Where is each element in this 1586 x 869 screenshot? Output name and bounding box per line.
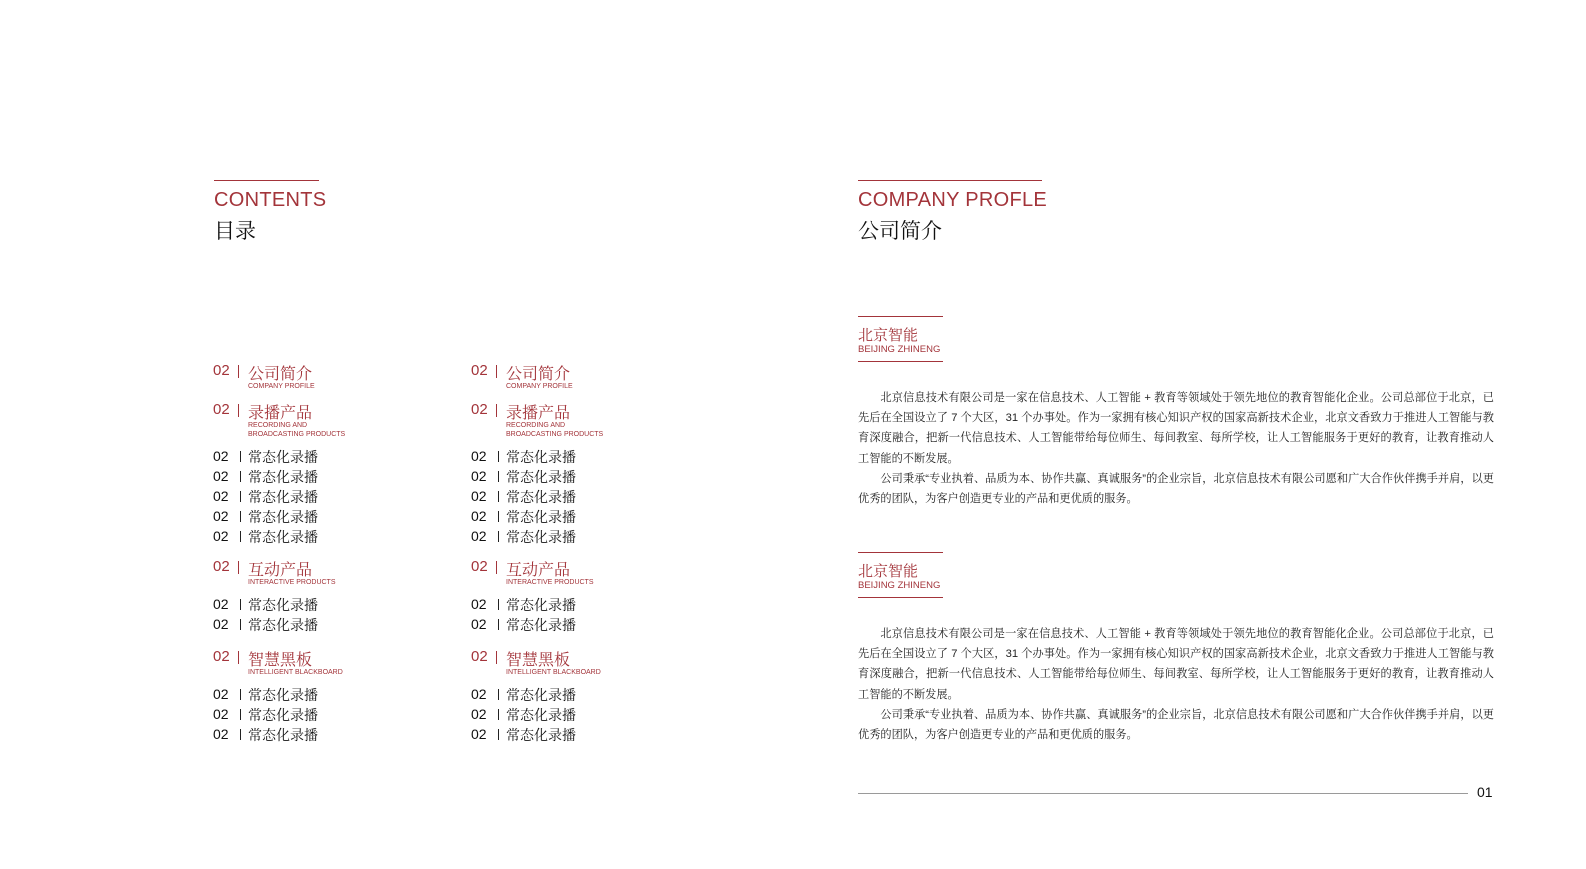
toc-divider bbox=[498, 709, 499, 720]
toc-section-subtitle: RECORDING AND BROADCASTING PRODUCTS bbox=[248, 422, 346, 438]
toc-item[interactable] bbox=[213, 487, 463, 507]
body-paragraph: 公司秉承“专业执着、品质为本、协作共赢、真诚服务”的企业宗旨，北京信息技术有限公司愿和广大合作伙伴携手并肩，以更优秀的团队，为客户创造更专业的产品和更优质的服务。 bbox=[858, 708, 1494, 742]
toc-item[interactable] bbox=[471, 487, 721, 507]
toc-section-subtitle: COMPANY PROFILE bbox=[506, 383, 573, 390]
toc-item[interactable] bbox=[213, 685, 463, 705]
contents-title-zh: 目录 bbox=[214, 220, 256, 243]
toc-section-number: 02 bbox=[213, 401, 230, 418]
toc-divider bbox=[498, 491, 499, 502]
toc-item-title: 常态化录播 bbox=[506, 707, 576, 723]
toc-item-number: 02 bbox=[213, 508, 229, 524]
toc-item[interactable] bbox=[213, 447, 463, 467]
toc-section-heading[interactable] bbox=[471, 648, 721, 668]
toc-item-number: 02 bbox=[471, 706, 487, 722]
toc-item-title: 常态化录播 bbox=[506, 449, 576, 465]
profile-title-zh: 公司简介 bbox=[858, 220, 942, 243]
toc-item-title: 常态化录播 bbox=[506, 597, 576, 613]
toc-item-number: 02 bbox=[213, 468, 229, 484]
toc-item-title: 常态化录播 bbox=[506, 727, 576, 743]
toc-item-title: 常态化录播 bbox=[248, 617, 318, 633]
toc-item[interactable] bbox=[471, 685, 721, 705]
footer-rule bbox=[858, 793, 1468, 794]
toc-item[interactable] bbox=[471, 507, 721, 527]
toc-item-title: 常态化录播 bbox=[248, 687, 318, 703]
toc-divider bbox=[240, 689, 241, 700]
toc-section bbox=[213, 362, 463, 391]
toc-item-title: 常态化录播 bbox=[248, 449, 318, 465]
toc-item-title: 常态化录播 bbox=[248, 489, 318, 505]
toc-section-subtitle: INTERACTIVE PRODUCTS bbox=[506, 579, 594, 586]
toc-item[interactable] bbox=[471, 467, 721, 487]
body-paragraph: 北京信息技术有限公司是一家在信息技术、人工智能 + 教育等领域处于领先地位的教育智能化企业。公司总部位于北京，已先后在全国设立了 7 个大区，31 个办事处。作为一家拥有核心知识产权的国家高新技术企业，北京文香致力于推进人工智能与教育深度融合，把新一代信息技术、人工智能带给每位师生、每间教室、每所学校，让人工智能服务于更好的教育，让教育推动人工智能的不断发展。 bbox=[858, 392, 1494, 465]
block-body bbox=[858, 624, 1494, 745]
toc-item-number: 02 bbox=[471, 488, 487, 504]
block-rule-top bbox=[858, 316, 943, 317]
toc-item[interactable] bbox=[471, 595, 721, 615]
toc-section-number: 02 bbox=[471, 362, 488, 379]
toc-section bbox=[471, 558, 721, 635]
toc-item-number: 02 bbox=[471, 616, 487, 632]
toc-section-title: 智慧黑板 bbox=[506, 652, 571, 669]
toc-divider bbox=[240, 729, 241, 740]
toc-divider bbox=[240, 619, 241, 630]
toc-item[interactable] bbox=[471, 447, 721, 467]
block-heading-zh: 北京智能 bbox=[858, 563, 919, 580]
toc-section bbox=[213, 648, 463, 745]
toc-item[interactable] bbox=[471, 615, 721, 635]
toc-section-number: 02 bbox=[213, 362, 230, 379]
toc-divider bbox=[238, 561, 239, 574]
toc-item-title: 常态化录播 bbox=[506, 509, 576, 525]
toc-divider bbox=[240, 709, 241, 720]
toc-section-number: 02 bbox=[471, 401, 488, 418]
toc-section-heading[interactable] bbox=[471, 362, 721, 382]
toc-section bbox=[213, 401, 463, 547]
toc-item[interactable] bbox=[213, 507, 463, 527]
toc-divider bbox=[238, 651, 239, 664]
toc-item-title: 常态化录播 bbox=[248, 529, 318, 545]
body-paragraph: 公司秉承“专业执着、品质为本、协作共赢、真诚服务”的企业宗旨，北京信息技术有限公司愿和广大合作伙伴携手并肩，以更优秀的团队，为客户创造更专业的产品和更优质的服务。 bbox=[858, 472, 1494, 506]
toc-divider bbox=[498, 531, 499, 542]
toc-section-heading[interactable] bbox=[213, 558, 463, 578]
toc-item[interactable] bbox=[213, 467, 463, 487]
toc-item-number: 02 bbox=[471, 508, 487, 524]
toc-section-subtitle: INTERACTIVE PRODUCTS bbox=[248, 579, 336, 586]
contents-header-rule bbox=[214, 180, 319, 181]
toc-item[interactable] bbox=[213, 725, 463, 745]
toc-item-number: 02 bbox=[471, 468, 487, 484]
toc-divider bbox=[496, 651, 497, 664]
toc-section-title: 智慧黑板 bbox=[248, 652, 313, 669]
toc-item-number: 02 bbox=[213, 596, 229, 612]
toc-section-heading[interactable] bbox=[471, 558, 721, 578]
toc-item[interactable] bbox=[471, 725, 721, 745]
toc-item-title: 常态化录播 bbox=[506, 617, 576, 633]
toc-section-subtitle: INTELLIGENT BLACKBOARD bbox=[506, 669, 601, 676]
toc-item-number: 02 bbox=[213, 616, 229, 632]
toc-divider bbox=[496, 561, 497, 574]
toc-item-number: 02 bbox=[471, 726, 487, 742]
toc-section-subtitle: INTELLIGENT BLACKBOARD bbox=[248, 669, 343, 676]
block-heading-zh: 北京智能 bbox=[858, 327, 919, 344]
toc-divider bbox=[498, 599, 499, 610]
toc-item[interactable] bbox=[471, 527, 721, 547]
toc-item-number: 02 bbox=[213, 528, 229, 544]
toc-item[interactable] bbox=[471, 705, 721, 725]
contents-title-en: CONTENTS bbox=[214, 189, 327, 211]
toc-section-heading[interactable] bbox=[213, 362, 463, 382]
toc-section bbox=[471, 648, 721, 745]
toc-item[interactable] bbox=[213, 527, 463, 547]
toc-divider bbox=[498, 689, 499, 700]
toc-divider bbox=[240, 471, 241, 482]
toc-section bbox=[471, 401, 721, 547]
block-rule-bottom bbox=[858, 597, 943, 598]
toc-item-number: 02 bbox=[471, 448, 487, 464]
toc-divider bbox=[240, 599, 241, 610]
toc-section-heading[interactable] bbox=[213, 401, 463, 421]
toc-divider bbox=[498, 471, 499, 482]
toc-section-title: 公司简介 bbox=[506, 366, 571, 383]
toc-section-subtitle: RECORDING AND BROADCASTING PRODUCTS bbox=[506, 422, 604, 438]
toc-item[interactable] bbox=[213, 615, 463, 635]
toc-section-number: 02 bbox=[471, 558, 488, 575]
toc-section-subtitle: COMPANY PROFILE bbox=[248, 383, 315, 390]
toc-section-title: 录播产品 bbox=[248, 405, 313, 422]
toc-section bbox=[213, 558, 463, 635]
toc-section-heading[interactable] bbox=[471, 401, 721, 421]
toc-divider bbox=[498, 729, 499, 740]
toc-item-title: 常态化录播 bbox=[248, 509, 318, 525]
toc-item-number: 02 bbox=[471, 528, 487, 544]
toc-item[interactable] bbox=[213, 595, 463, 615]
toc-column-2 bbox=[471, 362, 721, 745]
toc-divider bbox=[240, 531, 241, 542]
toc-divider bbox=[496, 365, 497, 378]
toc-divider bbox=[498, 451, 499, 462]
toc-section-title: 公司简介 bbox=[248, 366, 313, 383]
toc-item[interactable] bbox=[213, 705, 463, 725]
toc-item-number: 02 bbox=[213, 488, 229, 504]
toc-divider bbox=[238, 365, 239, 378]
toc-section-title: 互动产品 bbox=[248, 562, 313, 579]
profile-title-en: COMPANY PROFLE bbox=[858, 189, 1048, 211]
toc-divider bbox=[240, 491, 241, 502]
toc-item-number: 02 bbox=[471, 596, 487, 612]
body-paragraph: 北京信息技术有限公司是一家在信息技术、人工智能 + 教育等领域处于领先地位的教育智能化企业。公司总部位于北京，已先后在全国设立了 7 个大区，31 个办事处。作为一家拥有核心知识产权的国家高新技术企业，北京文香致力于推进人工智能与教育深度融合，把新一代信息技术、人工智能带给每位师生、每间教室、每所学校，让人工智能服务于更好的教育，让教育推动人工智能的不断发展。 bbox=[858, 628, 1494, 701]
toc-section-number: 02 bbox=[213, 648, 230, 665]
block-heading-en: BEIJING ZHINENG bbox=[858, 344, 941, 355]
toc-item-number: 02 bbox=[213, 686, 229, 702]
toc-divider bbox=[240, 451, 241, 462]
profile-header-rule bbox=[858, 180, 1042, 181]
page-number: 01 bbox=[1477, 784, 1493, 800]
toc-item-title: 常态化录播 bbox=[248, 469, 318, 485]
toc-item-title: 常态化录播 bbox=[506, 529, 576, 545]
toc-item-number: 02 bbox=[213, 448, 229, 464]
toc-item-title: 常态化录播 bbox=[248, 597, 318, 613]
toc-item-number: 02 bbox=[471, 686, 487, 702]
toc-divider bbox=[238, 404, 239, 417]
toc-section bbox=[471, 362, 721, 391]
toc-item-number: 02 bbox=[213, 726, 229, 742]
toc-divider bbox=[498, 511, 499, 522]
toc-section-number: 02 bbox=[471, 648, 488, 665]
toc-section-title: 互动产品 bbox=[506, 562, 571, 579]
toc-divider bbox=[496, 404, 497, 417]
toc-section-heading[interactable] bbox=[213, 648, 463, 668]
toc-item-number: 02 bbox=[213, 706, 229, 722]
toc-item-title: 常态化录播 bbox=[506, 469, 576, 485]
block-heading-en: BEIJING ZHINENG bbox=[858, 580, 941, 591]
toc-item-title: 常态化录播 bbox=[248, 727, 318, 743]
toc-divider bbox=[240, 511, 241, 522]
toc-column-1 bbox=[213, 362, 463, 745]
toc-section-title: 录播产品 bbox=[506, 405, 571, 422]
toc-divider bbox=[498, 619, 499, 630]
toc-item-title: 常态化录播 bbox=[506, 489, 576, 505]
block-body bbox=[858, 388, 1494, 509]
toc-item-title: 常态化录播 bbox=[506, 687, 576, 703]
toc-item-title: 常态化录播 bbox=[248, 707, 318, 723]
block-rule-bottom bbox=[858, 361, 943, 362]
toc-section-number: 02 bbox=[213, 558, 230, 575]
block-rule-top bbox=[858, 552, 943, 553]
